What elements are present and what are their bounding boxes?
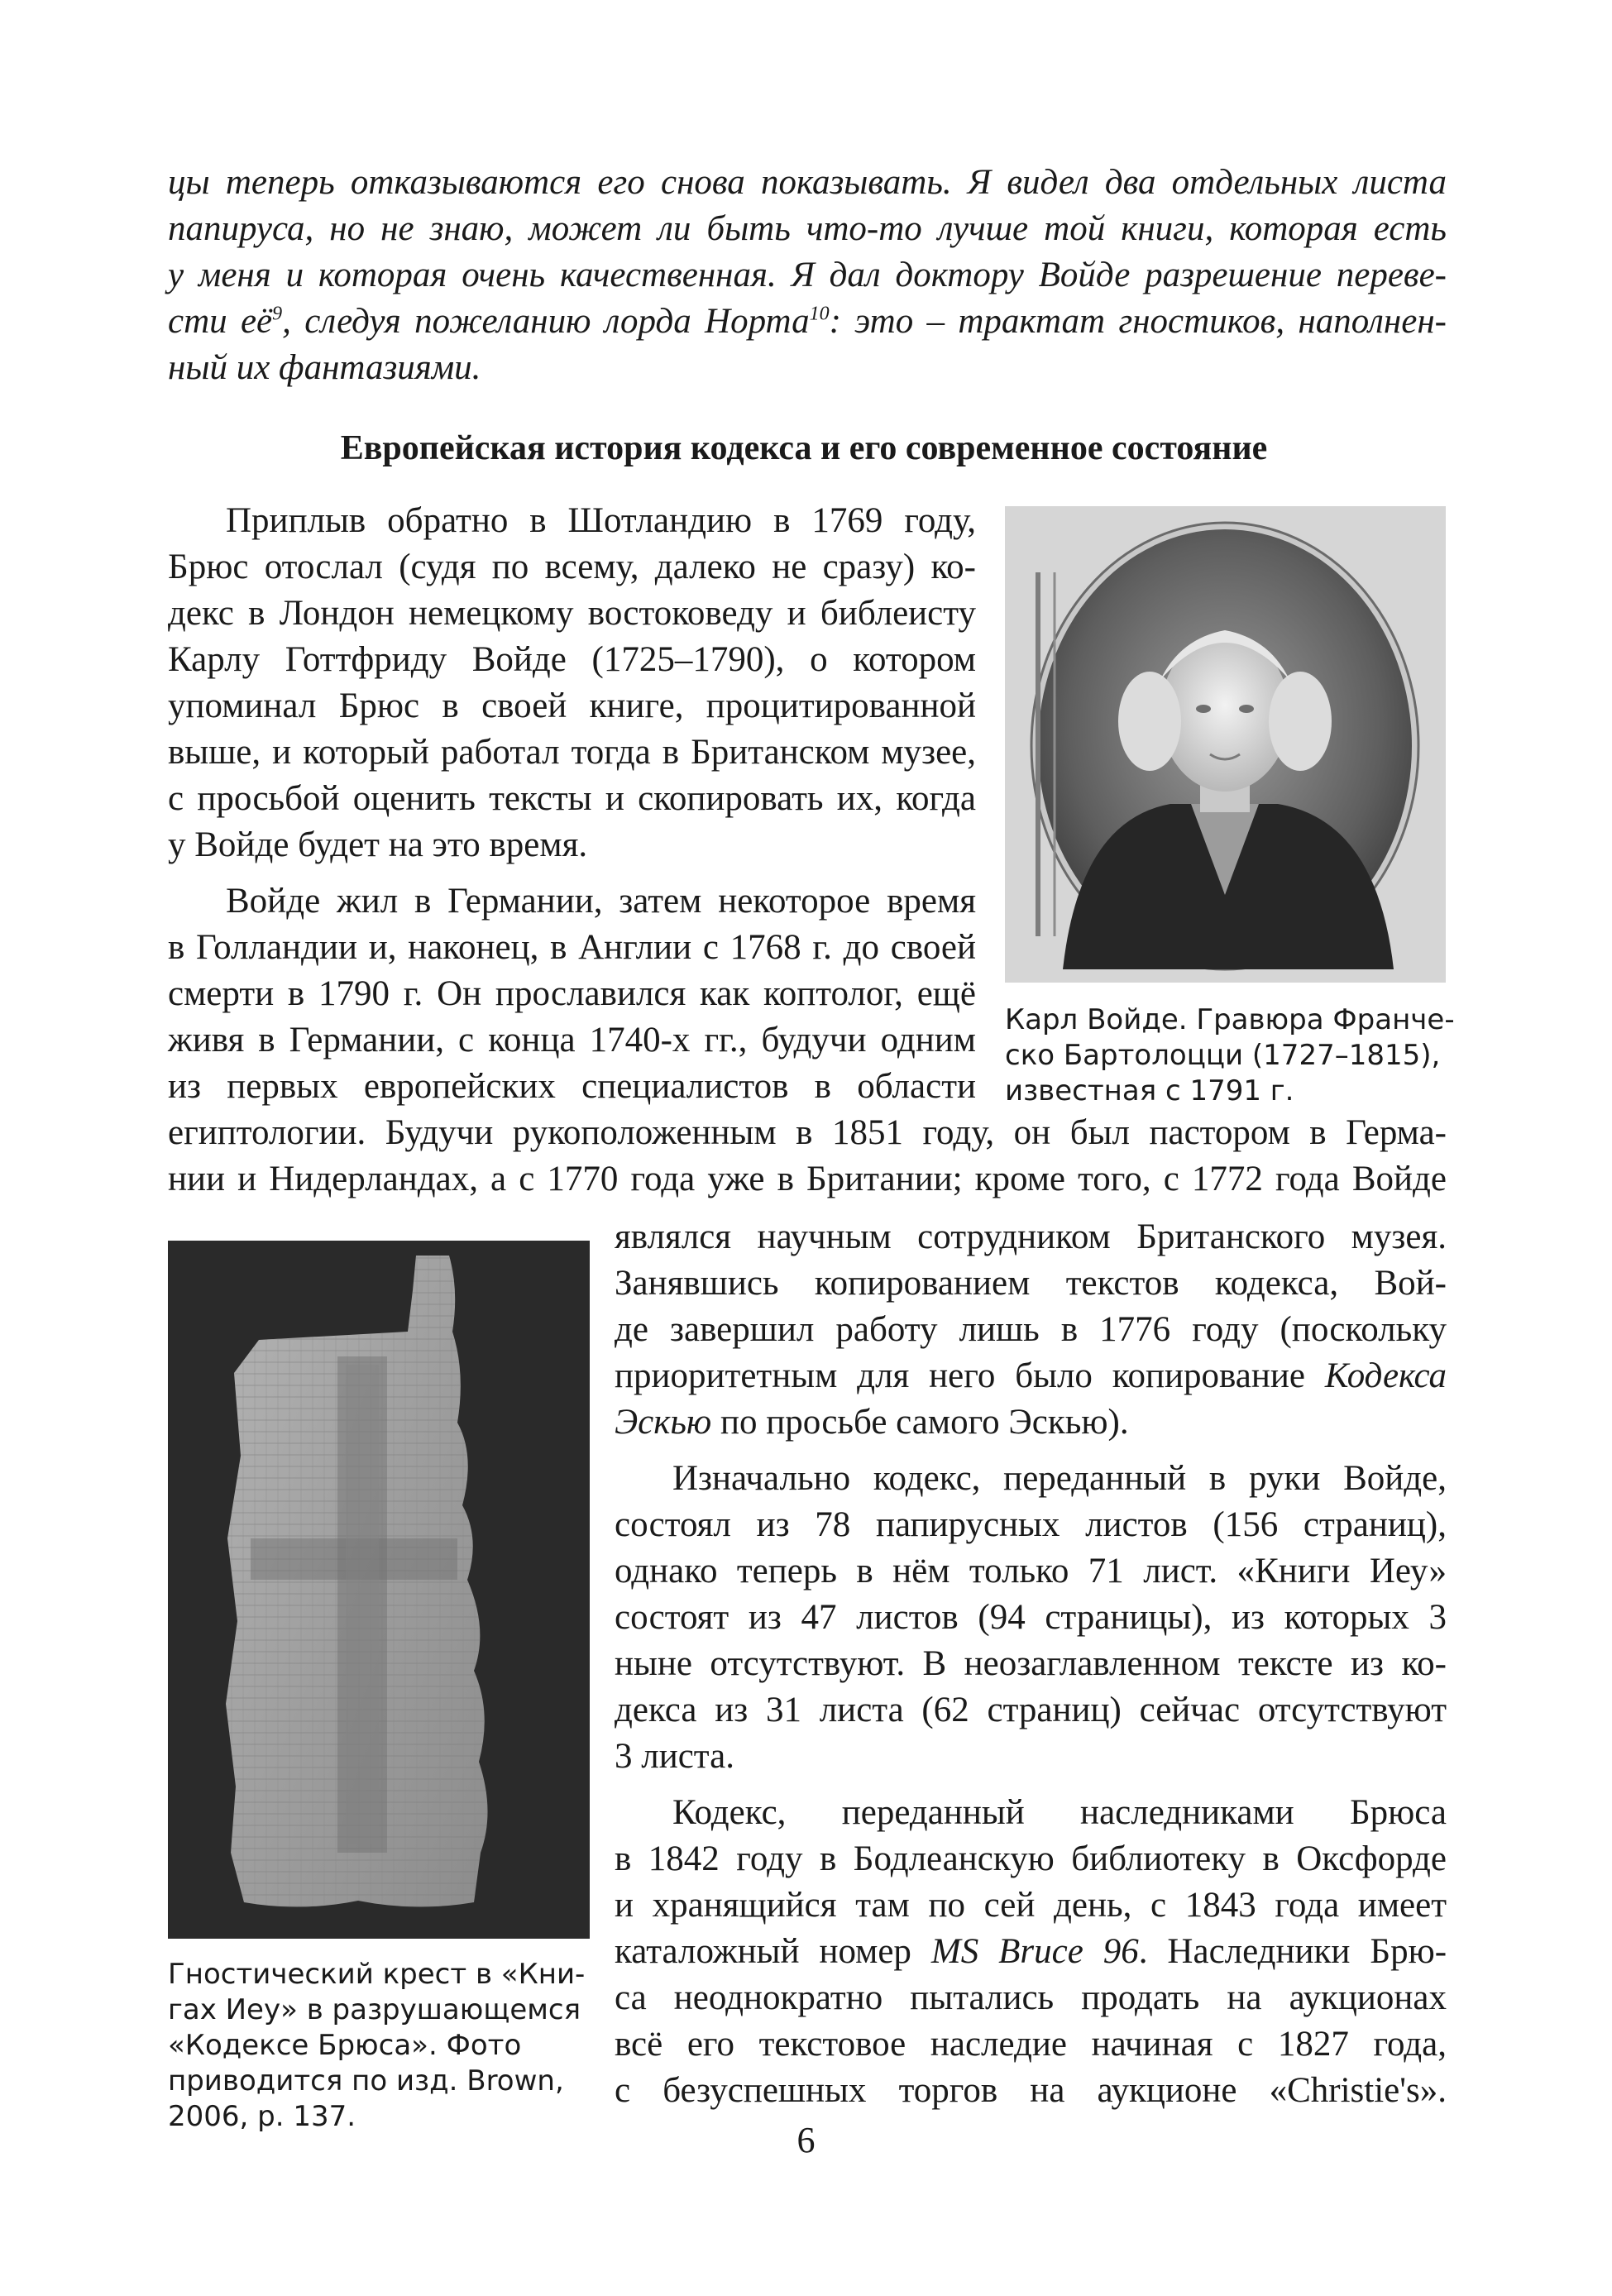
portrait-figure bbox=[1005, 506, 1446, 983]
codex-caption-line-5: 2006, p. 137. bbox=[168, 2100, 356, 2133]
p2-line-6: египтологии. Будучи рукоположенным в 1851 году, он был пастором в Герма- bbox=[168, 1113, 1447, 1152]
p4-line-6: всё его текстовое наследие начиная с 1827 года, bbox=[615, 2025, 1447, 2064]
p2-codex-askew-title-b: Эскью bbox=[615, 1403, 712, 1442]
p4-line-5: са неоднократно пытались продать на аукционах bbox=[615, 1978, 1447, 2017]
p1-line-3: декс в Лондон немецкому востоковеду и библеисту bbox=[168, 594, 976, 633]
codex-caption-line-1: Гностический крест в «Кни- bbox=[168, 1958, 586, 1991]
p2-line-8: являлся научным сотрудником Британского музея. bbox=[615, 1217, 1447, 1256]
p3-line-7: 3 листа. bbox=[615, 1737, 734, 1776]
p4-line-1: Кодекс, переданный наследниками Брюса bbox=[672, 1793, 1447, 1832]
p3-line-6: декса из 31 листа (62 страниц) сейчас отсутствуют bbox=[615, 1691, 1447, 1729]
p1-line-1: Приплыв обратно в Шотландию в 1769 году, bbox=[226, 501, 976, 540]
p3-line-3: однако теперь в нём только 71 лист. «Книги Иеу» bbox=[615, 1552, 1447, 1590]
p2-line-1: Войде жил в Германии, затем некоторое время bbox=[226, 882, 976, 921]
portrait-caption-line-1: Карл Войде. Гравюра Франче- bbox=[1005, 1003, 1455, 1036]
p3-line-1: Изначально кодекс, переданный в руки Войде, bbox=[672, 1459, 1447, 1498]
p4-line-4-after: . Наследники Брю- bbox=[1138, 1932, 1447, 1971]
page-number: 6 bbox=[796, 2120, 816, 2160]
quote-line-4-part-c: : это – трактат гностиков, наполнен- bbox=[829, 302, 1447, 341]
p2-line-11 bbox=[615, 1353, 1447, 1399]
quote-line-2: папируса, но не знаю, может ли быть что-то лучше той книги, которая есть bbox=[168, 209, 1447, 248]
quote-line-4-part-b: , следуя пожеланию лорда Норта bbox=[282, 302, 810, 341]
portrait-caption-line-2: ско Бартолоцци (1727–1815), bbox=[1005, 1039, 1441, 1072]
codex-caption-line-4: приводится по изд. Brown, bbox=[168, 2064, 564, 2097]
codex-photo bbox=[168, 1241, 590, 1939]
footnote-ref-10: 10 bbox=[809, 303, 830, 325]
section-heading: Европейская история кодекса и его современное состояние bbox=[340, 429, 1268, 467]
codex-caption-line-3: «Кодексе Брюса». Фото bbox=[168, 2029, 522, 2062]
quote-line-5: ный их фантазиями. bbox=[168, 348, 481, 387]
p1-line-6: выше, и который работал тогда в Британском музее, bbox=[168, 733, 976, 772]
p2-line-4: живя в Германии, с конца 1740-х гг., будучи одним bbox=[168, 1021, 976, 1060]
p1-line-8: у Войде будет на это время. bbox=[168, 825, 588, 864]
p1-line-4: Карлу Готтфриду Войде (1725–1790), о котором bbox=[168, 640, 976, 679]
p4-line-4-text: каталожный номер bbox=[615, 1932, 931, 1971]
p2-line-11-text: приоритетным для него было копирование bbox=[615, 1356, 1325, 1395]
p2-line-12-text: по просьбе самого Эскью). bbox=[711, 1403, 1129, 1442]
p2-line-9: Занявшись копированием текстов кодекса, Вой- bbox=[615, 1264, 1447, 1303]
quote-line-4 bbox=[168, 299, 1447, 345]
p2-line-10: де завершил работу лишь в 1776 году (поскольку bbox=[615, 1310, 1447, 1349]
portrait-caption-line-3: известная с 1791 г. bbox=[1005, 1074, 1294, 1107]
p4-line-7: с безуспешных торгов на аукционе «Christie's». bbox=[615, 2071, 1447, 2110]
p2-line-7: нии и Нидерландах, а с 1770 года уже в Британии; кроме того, с 1772 года Войде bbox=[168, 1160, 1447, 1198]
quote-line-4-part-a: сти её bbox=[168, 302, 273, 341]
footnote-ref-9: 9 bbox=[272, 303, 283, 325]
p4-line-3: и хранящийся там по сей день, с 1843 года имеет bbox=[615, 1886, 1447, 1925]
p3-line-4: состоят из 47 листов (94 страницы), из которых 3 bbox=[615, 1598, 1447, 1637]
quote-line-3: у меня и которая очень качественная. Я дал доктору Войде разрешение переве- bbox=[168, 256, 1447, 294]
p2-line-12 bbox=[615, 1399, 1129, 1446]
p2-line-5: из первых европейских специалистов в области bbox=[168, 1067, 976, 1106]
portrait-engraving bbox=[1005, 506, 1446, 983]
p4-line-2: в 1842 году в Бодлеанскую библиотеку в Оксфорде bbox=[615, 1839, 1447, 1878]
p3-line-5: ныне отсутствуют. В неозаглавленном тексте из ко- bbox=[615, 1644, 1447, 1683]
p3-line-2: состоял из 78 папирусных листов (156 страниц), bbox=[615, 1505, 1447, 1544]
p1-line-7: с просьбой оценить тексты и скопировать их, когда bbox=[168, 779, 976, 818]
p4-line-4 bbox=[615, 1929, 1447, 1975]
p2-codex-askew-title-a: Кодекса bbox=[1324, 1356, 1447, 1395]
p1-line-2: Брюс отослал (судя по всему, далеко не сразу) ко- bbox=[168, 548, 976, 586]
p2-line-3: смерти в 1790 г. Он прославился как коптолог, ещё bbox=[168, 974, 976, 1013]
codex-caption-line-2: гах Иеу» в разрушающемся bbox=[168, 1993, 581, 2026]
catalog-number: MS Bruce 96 bbox=[930, 1932, 1139, 1971]
quote-line-1: цы теперь отказываются его снова показывать. Я видел два отдельных листа bbox=[168, 163, 1447, 202]
codex-figure bbox=[168, 1241, 590, 1939]
p1-line-5: упоминал Брюс в своей книге, процитированной bbox=[168, 686, 976, 725]
p2-line-2: в Голландии и, наконец, в Англии с 1768 г. до своей bbox=[168, 928, 976, 967]
